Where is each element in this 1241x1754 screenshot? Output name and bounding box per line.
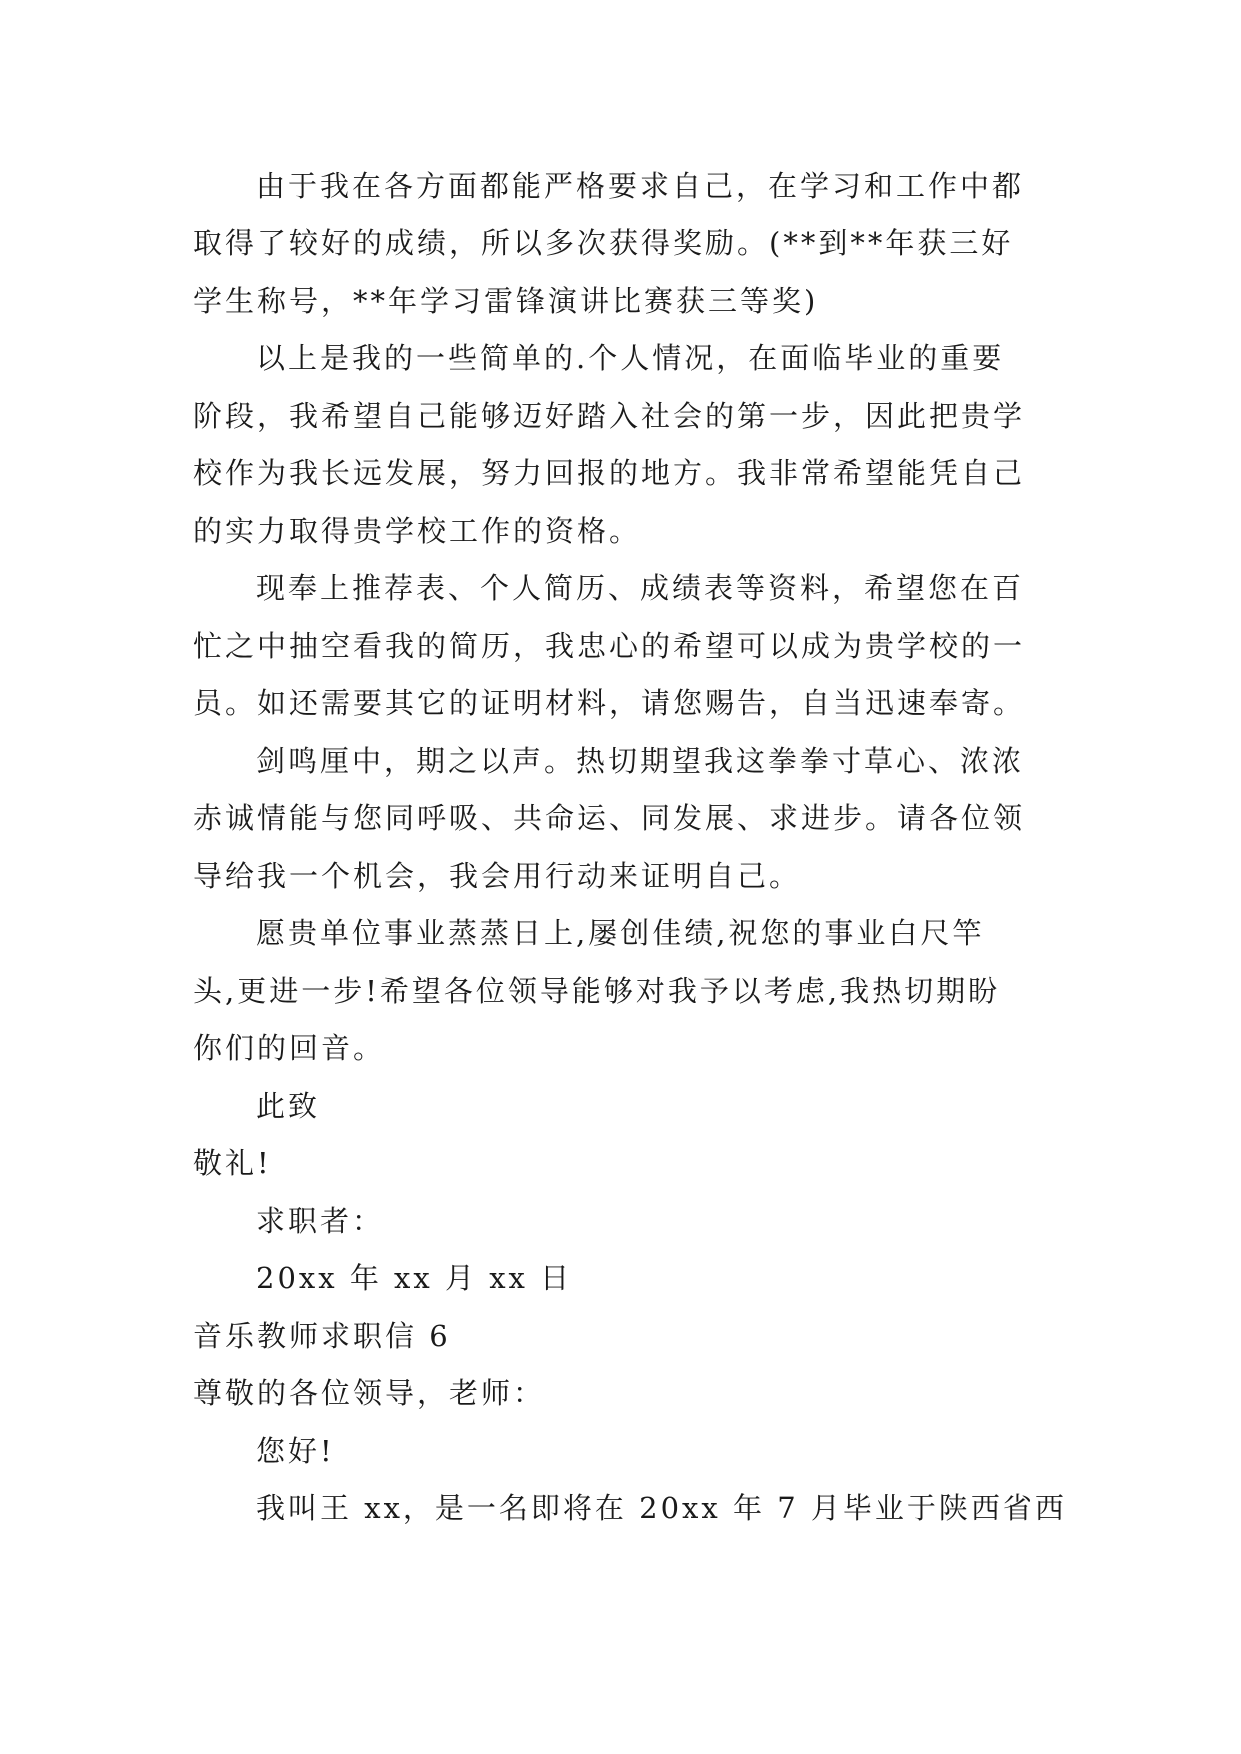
- paragraph-line: 忙之中抽空看我的简历，我忠心的希望可以成为贵学校的一: [193, 629, 1026, 663]
- signature-line: 求职者：: [256, 1204, 385, 1238]
- paragraph-line: 我叫王 xx，是一名即将在 20xx 年 7 月毕业于陕西省西: [256, 1491, 1067, 1525]
- date-line: 20xx 年 xx 月 xx 日: [256, 1261, 573, 1295]
- paragraph-line: 学生称号，**年学习雷锋演讲比赛获三等奖): [193, 284, 819, 318]
- paragraph-line: 由于我在各方面都能严格要求自己，在学习和工作中都: [256, 169, 1025, 203]
- paragraph-line: 阶段，我希望自己能够迈好踏入社会的第一步，因此把贵学: [193, 399, 1026, 433]
- paragraph-line: 取得了较好的成绩，所以多次获得奖励。(**到**年获三好: [193, 226, 1014, 260]
- greeting-line: 您好!: [256, 1434, 335, 1468]
- greeting-line: 尊敬的各位领导，老师：: [193, 1376, 546, 1410]
- paragraph-line: 以上是我的一些简单的.个人情况，在面临毕业的重要: [256, 341, 1005, 375]
- paragraph-line: 导给我一个机会，我会用行动来证明自己。: [193, 859, 802, 893]
- paragraph-line: 校作为我长远发展，努力回报的地方。我非常希望能凭自己: [193, 456, 1026, 490]
- paragraph-line: 现奉上推荐表、个人简历、成绩表等资料，希望您在百: [256, 571, 1025, 605]
- paragraph-line: 头,更进一步!希望各位领导能够对我予以考虑,我热切期盼: [193, 974, 1001, 1008]
- paragraph-line: 的实力取得贵学校工作的资格。: [193, 514, 642, 548]
- section-heading: 音乐教师求职信 6: [193, 1319, 451, 1353]
- paragraph-line: 剑鸣厘中，期之以声。热切期望我这拳拳寸草心、浓浓: [256, 744, 1025, 778]
- paragraph-line: 赤诚情能与您同呼吸、共命运、同发展、求进步。请各位领: [193, 801, 1026, 835]
- paragraph-line: 你们的回音。: [193, 1031, 386, 1065]
- paragraph-line: 员。如还需要其它的证明材料，请您赐告，自当迅速奉寄。: [193, 686, 1026, 720]
- closing-line: 此致: [256, 1089, 321, 1123]
- paragraph-line: 愿贵单位事业蒸蒸日上,屡创佳绩,祝您的事业白尺竿: [256, 916, 985, 950]
- salutation-line: 敬礼!: [193, 1146, 272, 1180]
